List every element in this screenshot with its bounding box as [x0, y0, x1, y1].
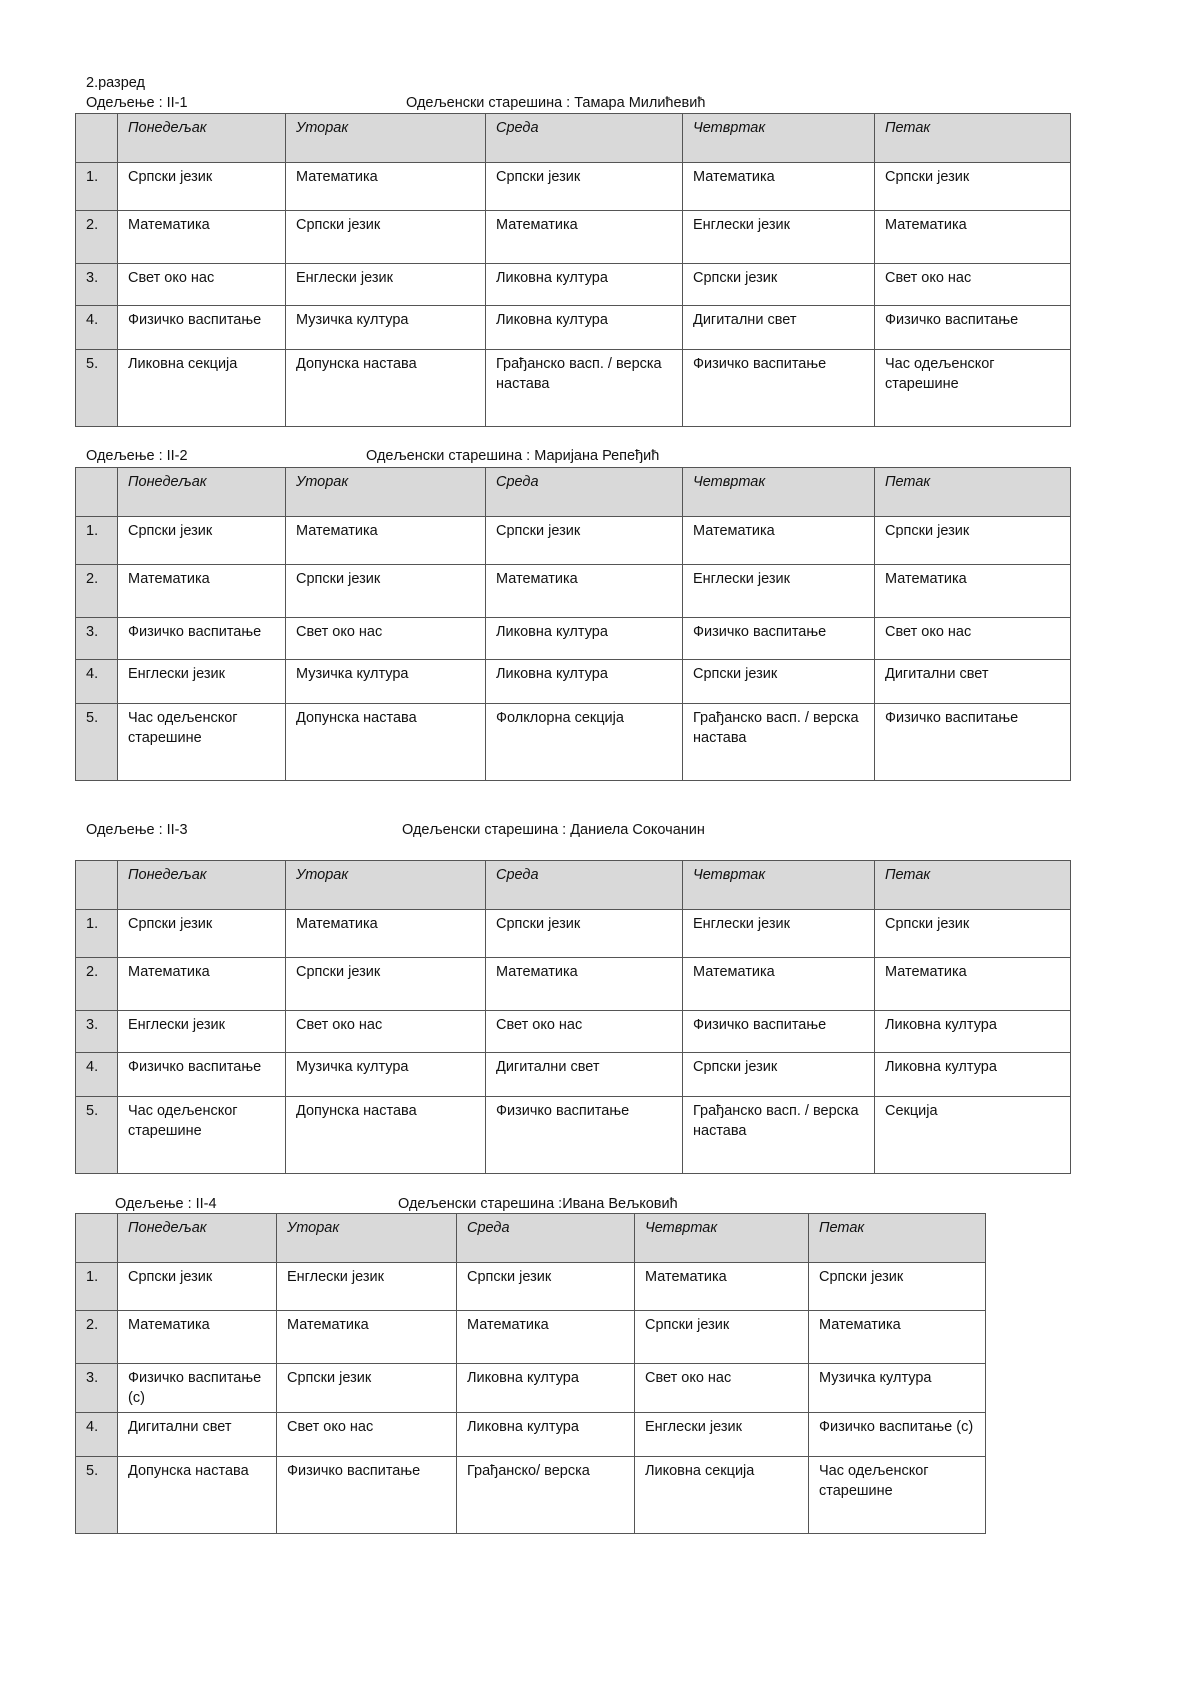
subject-cell: Час одељенског старешине: [118, 1097, 286, 1174]
subject-cell: Енглески језик: [683, 211, 875, 264]
subject-cell: Ликовна култура: [486, 306, 683, 350]
subject-cell: Енглески језик: [277, 1263, 457, 1311]
period-number: 4.: [76, 660, 118, 704]
subject-cell: Српски језик: [286, 211, 486, 264]
subject-cell: Допунска настава: [118, 1457, 277, 1534]
subject-cell: Математика: [118, 211, 286, 264]
subject-cell: Физичко васпитање (с): [809, 1413, 986, 1457]
subject-cell: Ликовна култура: [875, 1053, 1071, 1097]
subject-cell: Српски језик: [118, 163, 286, 211]
table-row: [76, 1263, 986, 1311]
subject-cell: Математика: [875, 211, 1071, 264]
class-teacher: Одељенски старешина :Ивана Вељковић: [398, 1196, 678, 1212]
subject-cell: Физичко васпитање: [486, 1097, 683, 1174]
table-row: [76, 1311, 986, 1364]
subject-cell: Дигитални свет: [683, 306, 875, 350]
table-row: [76, 618, 1071, 660]
corner-cell: [76, 861, 118, 910]
subject-cell: Свет око нас: [875, 264, 1071, 306]
subject-cell: Физичко васпитање: [683, 618, 875, 660]
subject-cell: Свет око нас: [875, 618, 1071, 660]
subject-cell: Српски језик: [875, 517, 1071, 565]
table-row: [76, 910, 1071, 958]
period-number: 2.: [76, 565, 118, 618]
subject-cell: Физичко васпитање: [683, 350, 875, 427]
subject-cell: Грађанско васп. / верска настава: [486, 350, 683, 427]
subject-cell: Допунска настава: [286, 1097, 486, 1174]
day-header: Уторак: [286, 861, 486, 910]
class-teacher: Одељенски старешина : Маријана Репеђић: [366, 448, 660, 464]
subject-cell: Математика: [457, 1311, 635, 1364]
period-number: 4.: [76, 306, 118, 350]
subject-cell: Српски језик: [683, 264, 875, 306]
subject-cell: Час одељенског старешине: [875, 350, 1071, 427]
period-number: 1.: [76, 163, 118, 211]
subject-cell: Ликовна секција: [118, 350, 286, 427]
subject-cell: Математика: [809, 1311, 986, 1364]
subject-cell: Енглески језик: [118, 660, 286, 704]
period-number: 3.: [76, 1364, 118, 1413]
subject-cell: Математика: [875, 958, 1071, 1011]
day-header: Петак: [875, 861, 1071, 910]
subject-cell: Енглески језик: [118, 1011, 286, 1053]
subject-cell: Ликовна култура: [457, 1413, 635, 1457]
subject-cell: Грађанско васп. / верска настава: [683, 1097, 875, 1174]
table-row: [76, 163, 1071, 211]
timetable-table: [75, 467, 1071, 781]
subject-cell: Математика: [286, 163, 486, 211]
period-number: 2.: [76, 958, 118, 1011]
subject-cell: Музичка култура: [286, 306, 486, 350]
period-number: 3.: [76, 1011, 118, 1053]
period-number: 5.: [76, 1457, 118, 1534]
table-row: [76, 350, 1071, 427]
subject-cell: Математика: [683, 163, 875, 211]
subject-cell: Ликовна култура: [486, 660, 683, 704]
subject-cell: Музичка култура: [286, 1053, 486, 1097]
subject-cell: Српски језик: [875, 163, 1071, 211]
class-label: Одељење : II-4: [115, 1196, 217, 1212]
subject-cell: Српски језик: [118, 1263, 277, 1311]
subject-cell: Математика: [118, 958, 286, 1011]
day-header: Четвртак: [683, 861, 875, 910]
subject-cell: Музичка култура: [809, 1364, 986, 1413]
subject-cell: Математика: [277, 1311, 457, 1364]
subject-cell: Физичко васпитање: [277, 1457, 457, 1534]
grade-title: 2.разред: [86, 75, 145, 91]
subject-cell: Физичко васпитање (с): [118, 1364, 277, 1413]
subject-cell: Математика: [683, 517, 875, 565]
subject-cell: Дигитални свет: [875, 660, 1071, 704]
table-row: [76, 704, 1071, 781]
corner-cell: [76, 1214, 118, 1263]
period-number: 5.: [76, 704, 118, 781]
timetable-table: [75, 1213, 986, 1534]
period-number: 1.: [76, 517, 118, 565]
day-header: Среда: [486, 861, 683, 910]
subject-cell: Физичко васпитање: [683, 1011, 875, 1053]
subject-cell: Српски језик: [286, 565, 486, 618]
subject-cell: Математика: [875, 565, 1071, 618]
subject-cell: Српски језик: [118, 517, 286, 565]
class-teacher: Одељенски старешина : Даниела Сокочанин: [402, 822, 705, 838]
period-number: 5.: [76, 1097, 118, 1174]
table-row: [76, 1011, 1071, 1053]
table-row: [76, 660, 1071, 704]
table-row: [76, 264, 1071, 306]
period-number: 4.: [76, 1053, 118, 1097]
subject-cell: Физичко васпитање: [118, 306, 286, 350]
header-row: [76, 1214, 986, 1263]
subject-cell: Српски језик: [683, 1053, 875, 1097]
subject-cell: Математика: [118, 1311, 277, 1364]
table-row: [76, 306, 1071, 350]
day-header: Среда: [486, 468, 683, 517]
subject-cell: Физичко васпитање: [118, 1053, 286, 1097]
subject-cell: Свет око нас: [486, 1011, 683, 1053]
subject-cell: Српски језик: [286, 958, 486, 1011]
subject-cell: Српски језик: [486, 517, 683, 565]
header-row: [76, 114, 1071, 163]
subject-cell: Математика: [118, 565, 286, 618]
period-number: 2.: [76, 211, 118, 264]
subject-cell: Ликовна култура: [875, 1011, 1071, 1053]
class-label: Одељење : II-3: [86, 822, 188, 838]
subject-cell: Математика: [286, 517, 486, 565]
subject-cell: Српски језик: [118, 910, 286, 958]
subject-cell: Ликовна култура: [486, 618, 683, 660]
subject-cell: Математика: [486, 565, 683, 618]
period-number: 2.: [76, 1311, 118, 1364]
timetable-table: [75, 113, 1071, 427]
day-header: Уторак: [286, 468, 486, 517]
subject-cell: Српски језик: [486, 163, 683, 211]
subject-cell: Допунска настава: [286, 704, 486, 781]
class-teacher: Одељенски старешина : Тамара Милићевић: [406, 95, 706, 111]
subject-cell: Свет око нас: [635, 1364, 809, 1413]
period-number: 1.: [76, 1263, 118, 1311]
subject-cell: Фолклорна секција: [486, 704, 683, 781]
subject-cell: Енглески језик: [683, 910, 875, 958]
subject-cell: Енглески језик: [683, 565, 875, 618]
subject-cell: Српски језик: [486, 910, 683, 958]
table-row: [76, 958, 1071, 1011]
day-header: Среда: [486, 114, 683, 163]
period-number: 3.: [76, 618, 118, 660]
header-row: [76, 861, 1071, 910]
subject-cell: Физичко васпитање: [118, 618, 286, 660]
subject-cell: Час одељенског старешине: [809, 1457, 986, 1534]
subject-cell: Грађанско/ верска: [457, 1457, 635, 1534]
table-row: [76, 1413, 986, 1457]
day-header: Понедељак: [118, 114, 286, 163]
subject-cell: Час одељенског старешине: [118, 704, 286, 781]
subject-cell: Математика: [683, 958, 875, 1011]
subject-cell: Енглески језик: [286, 264, 486, 306]
subject-cell: Математика: [286, 910, 486, 958]
table-row: [76, 1097, 1071, 1174]
class-label: Одељење : II-2: [86, 448, 188, 464]
subject-cell: Свет око нас: [118, 264, 286, 306]
corner-cell: [76, 114, 118, 163]
table-row: [76, 565, 1071, 618]
corner-cell: [76, 468, 118, 517]
period-number: 3.: [76, 264, 118, 306]
subject-cell: Грађанско васп. / верска настава: [683, 704, 875, 781]
period-number: 4.: [76, 1413, 118, 1457]
subject-cell: Математика: [486, 211, 683, 264]
day-header: Четвртак: [635, 1214, 809, 1263]
subject-cell: Допунска настава: [286, 350, 486, 427]
period-number: 1.: [76, 910, 118, 958]
subject-cell: Српски језик: [683, 660, 875, 704]
day-header: Четвртак: [683, 114, 875, 163]
class-label: Одељење : II-1: [86, 95, 188, 111]
subject-cell: Ликовна култура: [486, 264, 683, 306]
subject-cell: Математика: [635, 1263, 809, 1311]
day-header: Уторак: [286, 114, 486, 163]
header-row: [76, 468, 1071, 517]
subject-cell: Свет око нас: [277, 1413, 457, 1457]
subject-cell: Српски језик: [277, 1364, 457, 1413]
subject-cell: Музичка култура: [286, 660, 486, 704]
subject-cell: Свет око нас: [286, 1011, 486, 1053]
subject-cell: Дигитални свет: [486, 1053, 683, 1097]
table-row: [76, 211, 1071, 264]
subject-cell: Физичко васпитање: [875, 306, 1071, 350]
table-row: [76, 517, 1071, 565]
subject-cell: Српски језик: [875, 910, 1071, 958]
subject-cell: Српски језик: [809, 1263, 986, 1311]
period-number: 5.: [76, 350, 118, 427]
subject-cell: Секција: [875, 1097, 1071, 1174]
subject-cell: Дигитални свет: [118, 1413, 277, 1457]
subject-cell: Српски језик: [635, 1311, 809, 1364]
table-row: [76, 1364, 986, 1413]
subject-cell: Ликовна секција: [635, 1457, 809, 1534]
day-header: Понедељак: [118, 1214, 277, 1263]
day-header: Уторак: [277, 1214, 457, 1263]
day-header: Петак: [809, 1214, 986, 1263]
subject-cell: Физичко васпитање: [875, 704, 1071, 781]
day-header: Четвртак: [683, 468, 875, 517]
timetable-table: [75, 860, 1071, 1174]
subject-cell: Ликовна култура: [457, 1364, 635, 1413]
subject-cell: Математика: [486, 958, 683, 1011]
day-header: Петак: [875, 114, 1071, 163]
day-header: Понедељак: [118, 861, 286, 910]
subject-cell: Енглески језик: [635, 1413, 809, 1457]
day-header: Среда: [457, 1214, 635, 1263]
subject-cell: Српски језик: [457, 1263, 635, 1311]
table-row: [76, 1053, 1071, 1097]
day-header: Петак: [875, 468, 1071, 517]
subject-cell: Свет око нас: [286, 618, 486, 660]
table-row: [76, 1457, 986, 1534]
day-header: Понедељак: [118, 468, 286, 517]
